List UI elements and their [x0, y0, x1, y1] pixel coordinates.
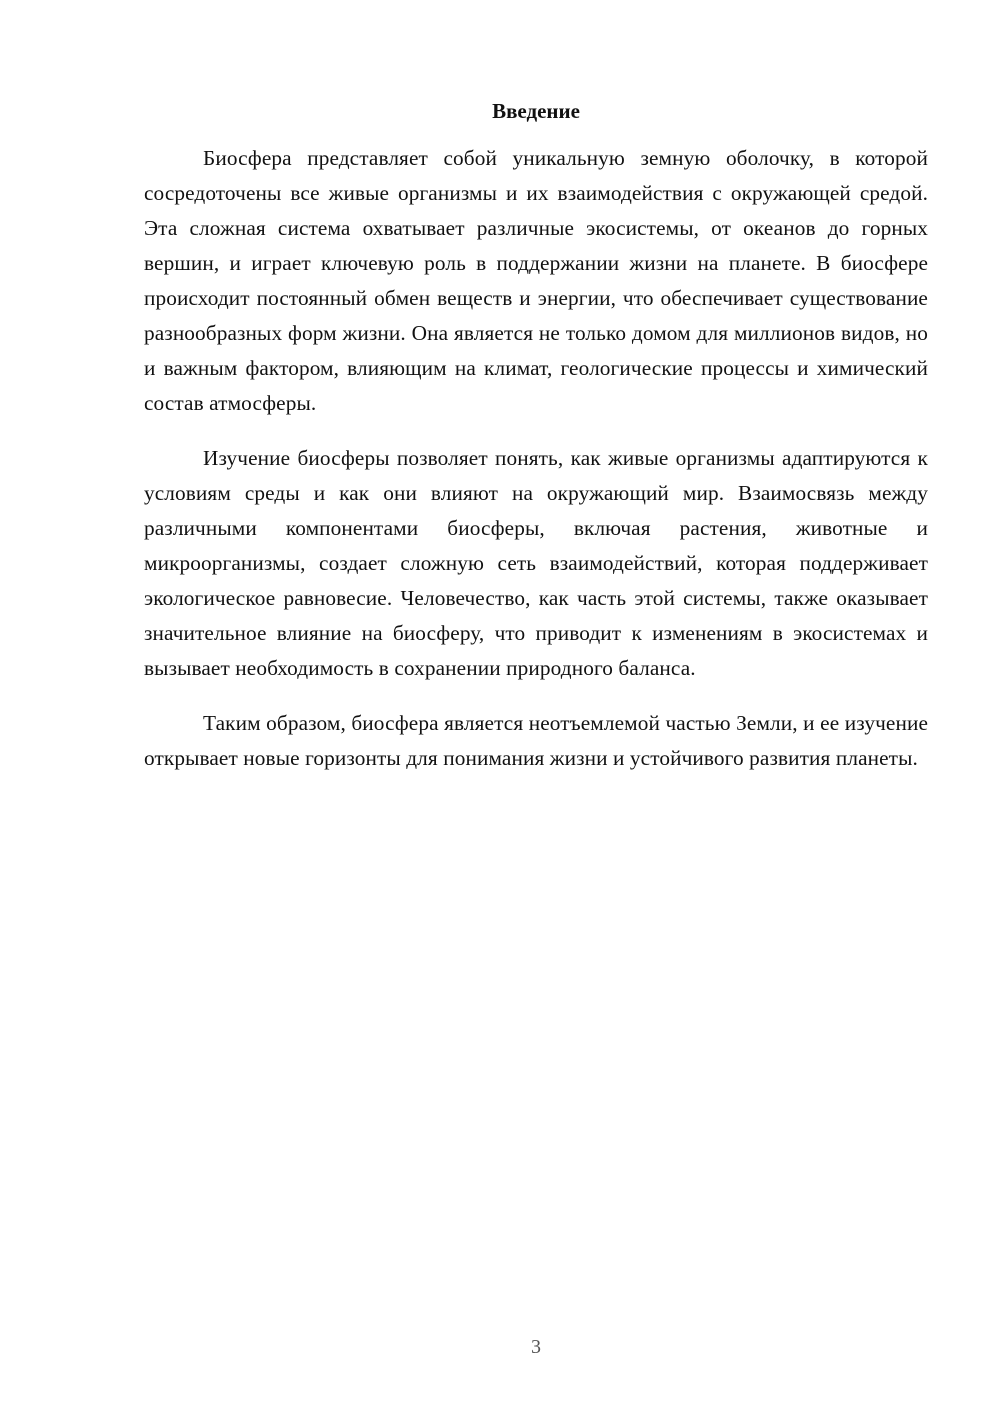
page-number: 3: [531, 1336, 541, 1358]
paragraph-1: Биосфера представляет собой уникальную земную оболочку, в которой сосредоточены все живые организмы и их взаимодействия с окружающей средой. Эта сложная система охватывает различные экосистемы, от океанов до горных вершин, и играет ключевую роль в поддержании жизни на планете. В биосфере происходит постоянный обмен веществ и энергии, что обеспечивает существование разнообразных форм жизни. Она является не только домом для миллионов видов, но и важным фактором, влияющим на климат, геологические процессы и химический состав атмосферы.: [144, 146, 928, 415]
page-heading: Введение: [492, 99, 580, 123]
paragraph-3: Таким образом, биосфера является неотъемлемой частью Земли, и ее изучение открывает новые горизонты для понимания жизни и устойчивого развития планеты.: [144, 711, 928, 770]
paragraph-2: Изучение биосферы позволяет понять, как живые организмы адаптируются к условиям среды и как они влияют на окружающий мир. Взаимосвязь между различными компонентами биосферы, включая растения, животные и микроорганизмы, создает сложную сеть взаимодействий, которая поддерживает экологическое равновесие. Человечество, как часть этой системы, также оказывает значительное влияние на биосферу, что приводит к изменениям в экосистемах и вызывает необходимость в сохранении природного баланса.: [144, 446, 928, 680]
document-body: [144, 141, 928, 796]
